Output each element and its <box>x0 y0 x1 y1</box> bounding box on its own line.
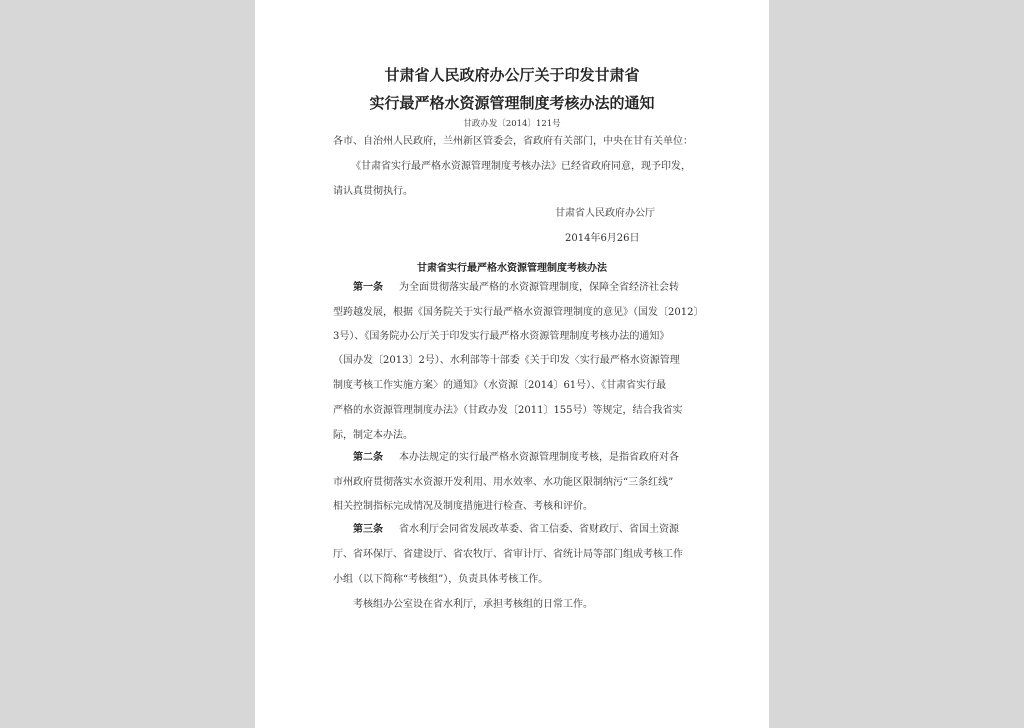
article-1-line: 型跨越发展，根据《国务院关于实行最严格水资源管理制度的意见》（国发〔2012〕 <box>333 307 704 318</box>
article-1-first-line <box>353 282 679 294</box>
article-1-line: 严格的水资源管理制度办法》（甘政办发〔2011〕155号）等规定，结合我省实 <box>333 405 683 416</box>
measures-title: 甘肃省实行最严格水资源管理制度考核办法 <box>417 263 607 274</box>
article-3-line: 厅、省环保厅、省建设厅、省农牧厅、省审计厅、省统计局等部门组成考核工作 <box>333 549 683 560</box>
document-number: 甘政办发〔2014〕121号 <box>463 119 561 129</box>
article-2-line: 市州政府贯彻落实水资源开发利用、用水效率、水功能区限制纳污“三条红线” <box>333 477 674 488</box>
article-2-label: 第二条 <box>353 452 383 463</box>
article-3-line: 小组（以下简称“考核组”），负责具体考核工作。 <box>333 574 549 585</box>
document-page <box>255 0 769 728</box>
document-title-line-1: 甘肃省人民政府办公厅关于印发甘肃省 <box>384 66 640 84</box>
closing-line: 考核组办公室设在省水利厅，承担考核组的日常工作。 <box>353 599 593 610</box>
article-1-line: （国办发〔2013〕2号）、水利部等十部委《关于印发〈实行最严格水资源管理 <box>333 355 680 366</box>
salutation: 各市、自治州人民政府，兰州新区管委会，省政府有关部门，中央在甘有关单位： <box>333 136 693 147</box>
notice-line-1: 《甘肃省实行最严格水资源管理制度考核办法》已经省政府同意，现予印发， <box>351 161 691 172</box>
issuer: 甘肃省人民政府办公厅 <box>555 208 655 219</box>
notice-line-2: 请认真贯彻执行。 <box>333 186 413 197</box>
article-2-text: 本办法规定的实行最严格水资源管理制度考核，是指省政府对各 <box>399 452 679 463</box>
article-1-line: 3号）、《国务院办公厅关于印发实行最严格水资源管理制度考核办法的通知》 <box>333 331 670 342</box>
issue-date: 2014年6月26日 <box>565 233 640 244</box>
article-1-text: 为全面贯彻落实最严格的水资源管理制度，保障全省经济社会转 <box>399 282 679 293</box>
article-2-line: 相关控制指标完成情况及制度措施进行检查、考核和评价。 <box>333 501 593 512</box>
article-3-label: 第三条 <box>353 524 383 535</box>
article-3-text: 省水利厅会同省发展改革委、省工信委、省财政厅、省国土资源 <box>399 524 679 535</box>
article-1-line: 制度考核工作实施方案〉的通知》（水资源〔2014〕61号）、《甘肃省实行最 <box>333 380 667 391</box>
article-3-first-line <box>353 524 679 536</box>
document-title-line-2: 实行最严格水资源管理制度考核办法的通知 <box>369 94 655 112</box>
article-2-first-line <box>353 452 679 464</box>
article-1-line: 际，制定本办法。 <box>333 430 413 441</box>
article-1-label: 第一条 <box>353 282 383 293</box>
